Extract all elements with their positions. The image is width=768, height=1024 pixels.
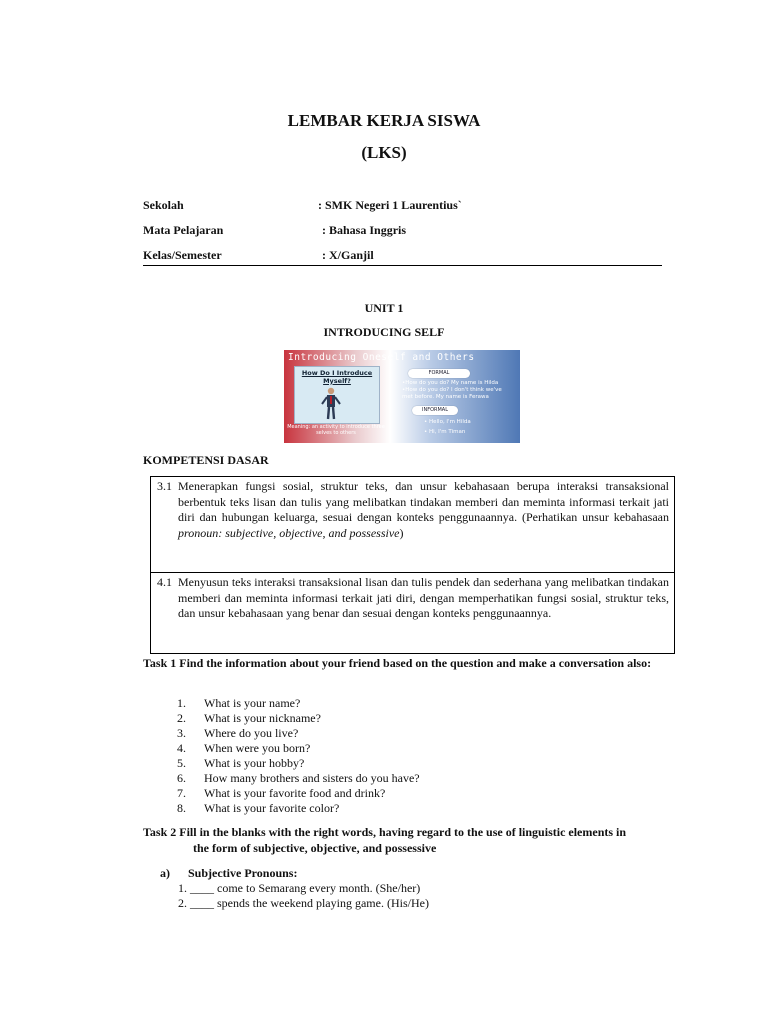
- info-label-class: Kelas/Semester: [143, 248, 222, 262]
- subjective-pronouns-heading: a) Subjective Pronouns:: [160, 866, 298, 880]
- table-divider: [151, 572, 674, 573]
- banner-title: Introducing Oneself and Others: [288, 352, 475, 363]
- kompetensi-item: [157, 575, 669, 622]
- kompetensi-item: [157, 479, 669, 541]
- kompetensi-table: [150, 476, 675, 654]
- task2-title-continued: the form of subjective, objective, and possessive: [193, 841, 437, 855]
- banner-formal-text: •How do you do? My name is Hilda •How do you do? I don't think we've met before. My name is Ferawa: [402, 380, 502, 400]
- banner-informal-item: • Hello, I'm Hilda: [424, 419, 471, 425]
- kompetensi-number: 3.1: [157, 479, 172, 493]
- fill-blank-item: 1. ____ come to Semarang every month. (She/her): [178, 881, 421, 895]
- banner-question-text: How Do I Introduce Myself?: [301, 369, 373, 385]
- info-value-subject: : Bahasa Inggris: [322, 223, 407, 237]
- info-label-school: Sekolah: [143, 198, 184, 212]
- unit-number: UNIT 1: [364, 301, 404, 315]
- kompetensi-text: Menyusun teks interaksi transaksional lisan dan tulis pendek dan sederhana yang melibatkan tindakan memberi dan meminta informasi terkait jati diri, dengan memperhatikan fungsi sosial, struktur teks, dan unsur kebahasaan yang benar dan sesuai dengan konteks penggunaannya.: [178, 575, 669, 620]
- info-value-class: : X/Ganjil: [322, 248, 374, 262]
- page-subtitle: (LKS): [361, 143, 407, 162]
- page-title: LEMBAR KERJA SISWA: [287, 111, 481, 130]
- info-label-subject: Mata Pelajaran: [143, 223, 224, 237]
- introducing-banner-image: [284, 350, 520, 443]
- fill-blank-item: 2. ____ spends the weekend playing game. (His/He): [178, 896, 429, 910]
- kompetensi-number: 4.1: [157, 575, 172, 589]
- banner-informal-item: • Hi, I'm Timan: [424, 429, 466, 435]
- task2-title: Task 2 Fill in the blanks with the right words, having regard to the use of linguistic elements in: [143, 825, 627, 839]
- worksheet-page: LEMBAR KERJA SISWA (LKS) Sekolah : SMK Negeri 1 Laurentius` Mata Pelajaran : Bahasa Inggris Kelas/Semester : X/Ganjil UNIT 1 INTRODUCING SELF Introducing Oneself and Others How Do I Introduce Myself? Meaning: an activity to introduce three selves to others FORMAL •How do you do? My name is Hilda •How do you do? I don't think we've met before. My name is Ferawa INFORMAL • Hello, I'm Hilda • Hi, I'm Timan KOMPETENSI DASAR 3.1 Menerapkan fungsi sosial, struktur teks, dan unsur kebahasaan berupa interaksi transaksional berbentuk teks lisan dan tulis yang melibatkan tindakan memberi dan meminta informasi terkait jati diri dan hubungan keluarga, sesuai dengan konteks penggunaannya. (Perhatikan unsur kebahasaan pronoun: subjective, objective, and possessive) 4.1 Menyusun teks interaksi transaksional lisan dan tulis pendek dan sederhana yang melibatkan tindakan memberi dan meminta informasi terkait jati diri, dengan memperhatikan fungsi sosial, struktur teks, dan unsur kebahasaan yang benar dan sesuai dengan konteks penggunaannya. Task 1 Find the information about your friend based on the question and make a conversation also: 1. What is your name? 2. What is your nickname? 3. Where do you live? 4. When were you born? 5. What is your hobby? 6. How many brothers and sisters do you have? 7. What is your favorite food and drink? 8. What is your favorite color? Task 2 Fill in the blanks with the right words, having regard to the use of linguistic elements in the form of subjective, objective, and possessive a) Subjective Pronouns: 1. ____ come to Semarang every month. (She/her) 2. ____ spends the weekend playing game. (His/He): [0, 0, 768, 1024]
- banner-caption: Meaning: an activity to introduce three selves to others: [287, 424, 385, 436]
- info-value-school: : SMK Negeri 1 Laurentius`: [318, 198, 462, 212]
- kompetensi-heading: KOMPETENSI DASAR: [143, 453, 269, 467]
- unit-topic: INTRODUCING SELF: [323, 325, 445, 339]
- person-figure-icon: [321, 387, 341, 421]
- info-divider: [143, 265, 662, 266]
- banner-informal-label: INFORMAL: [412, 406, 458, 415]
- banner-formal-label: FORMAL: [408, 369, 470, 378]
- kompetensi-text: Menerapkan fungsi sosial, struktur teks, dan unsur kebahasaan berupa interaksi transaksional berbentuk teks lisan dan tulis yang melibatkan tindakan memberi dan meminta informasi terkait jati diri dan hubungan keluarga, sesuai dengan konteks penggunaannya. (Perhatikan unsur kebahasaan pronoun: subjective, objective, and possessive): [178, 479, 669, 540]
- task1-title: Task 1 Find the information about your friend based on the question and make a conversation also:: [143, 656, 652, 670]
